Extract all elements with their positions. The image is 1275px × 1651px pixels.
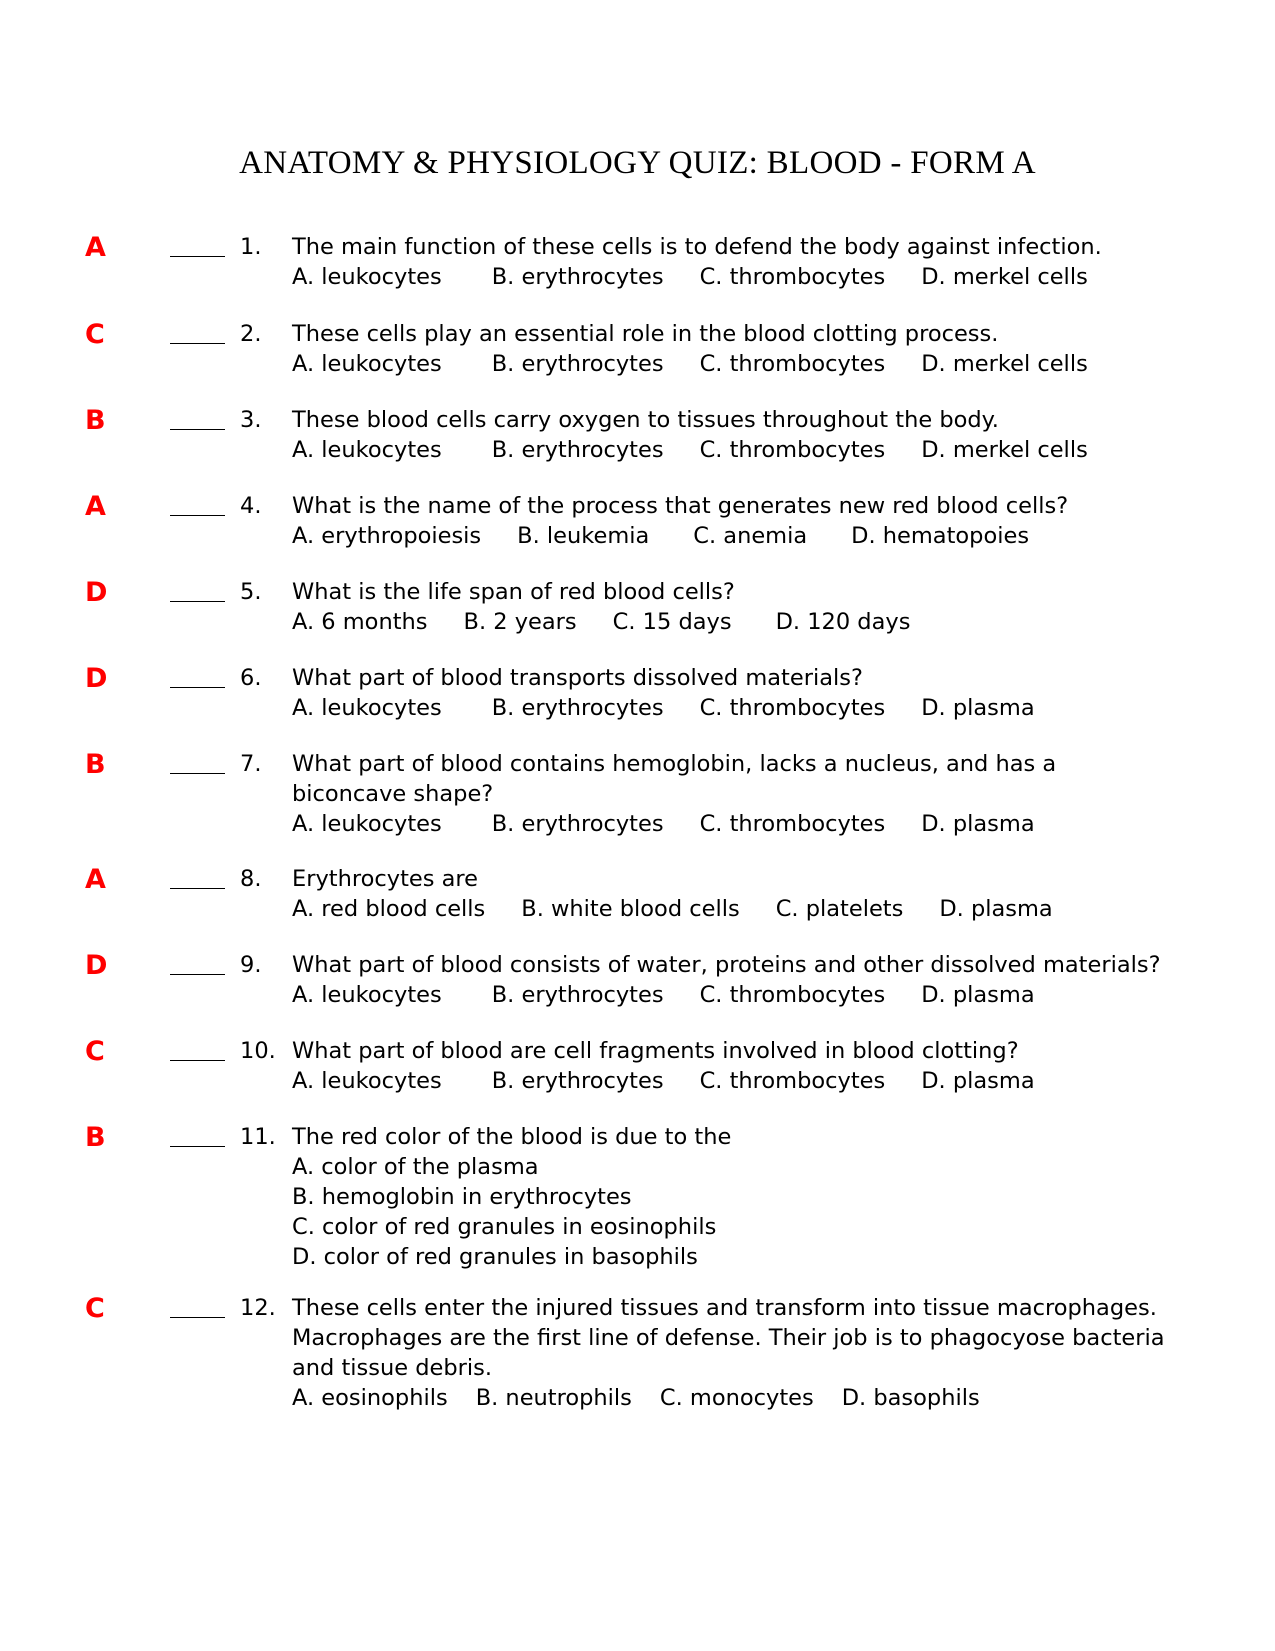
answer-choice: D. plasma: [921, 982, 1035, 1008]
answer-key-letter: B: [85, 405, 106, 436]
question-body: [292, 864, 1172, 924]
question-number: 4.: [240, 493, 262, 519]
question-number: 2.: [240, 321, 262, 347]
answer-choice: B. erythrocytes: [491, 437, 664, 463]
question-number: 11.: [240, 1124, 276, 1150]
question-number: 3.: [240, 407, 262, 433]
answer-choice: C. thrombocytes: [699, 811, 886, 837]
answer-blank-line[interactable]: [170, 343, 225, 344]
answer-blank-line[interactable]: [170, 429, 225, 430]
question-number: 6.: [240, 665, 262, 691]
answer-choice: B. erythrocytes: [491, 264, 664, 290]
answer-choice: B. erythrocytes: [491, 695, 664, 721]
question-body: [292, 319, 1172, 379]
answer-choice: D. 120 days: [775, 609, 911, 635]
answer-choice: C. monocytes: [659, 1385, 814, 1411]
question-number: 7.: [240, 751, 262, 777]
answer-choice: A. leukocytes: [292, 695, 442, 721]
question-stem: The main function of these cells is to defend the body against infection.: [292, 234, 1102, 260]
answer-choice: B. erythrocytes: [491, 351, 664, 377]
answer-choice: D. plasma: [939, 896, 1053, 922]
answer-choices: [292, 693, 1172, 723]
question-number: 9.: [240, 952, 262, 978]
answer-choice: A. 6 months: [292, 609, 428, 635]
answer-key-letter: D: [85, 950, 108, 981]
answer-choice: A. red blood cells: [292, 896, 486, 922]
answer-choice: D. merkel cells: [921, 264, 1088, 290]
question-number: 12.: [240, 1295, 276, 1321]
question-stem: These blood cells carry oxygen to tissues throughout the body.: [292, 407, 999, 433]
answer-choice: D. merkel cells: [921, 437, 1088, 463]
question-body: [292, 950, 1172, 1010]
answer-choices: [292, 435, 1172, 465]
answer-blank-line[interactable]: [170, 687, 225, 688]
answer-choice: A. leukocytes: [292, 437, 442, 463]
question-stem: What part of blood consists of water, proteins and other dissolved materials?: [292, 952, 1161, 978]
question-body: [292, 1036, 1172, 1096]
answer-choice: A. eosinophils: [292, 1385, 448, 1411]
answer-key-letter: D: [85, 663, 108, 694]
answer-choice: D. color of red granules in basophils: [292, 1244, 698, 1270]
answer-key-letter: D: [85, 577, 108, 608]
question-body: [292, 749, 1172, 839]
question-stem: What part of blood transports dissolved materials?: [292, 665, 863, 691]
answer-choice: D. merkel cells: [921, 351, 1088, 377]
answer-choice: B. hemoglobin in erythrocytes: [292, 1184, 632, 1210]
answer-choice: B. leukemia: [517, 523, 650, 549]
answer-choice: A. erythropoiesis: [292, 523, 482, 549]
question-number: 8.: [240, 866, 262, 892]
answer-choice: C. color of red granules in eosinophils: [292, 1214, 717, 1240]
answer-key-letter: A: [85, 232, 106, 263]
answer-blank-line[interactable]: [170, 773, 225, 774]
answer-choice: D. plasma: [921, 695, 1035, 721]
answer-key-letter: A: [85, 864, 106, 895]
answer-choice: D. plasma: [921, 1068, 1035, 1094]
question-body: [292, 491, 1172, 551]
answer-choice: A. leukocytes: [292, 351, 442, 377]
answer-key-letter: C: [85, 1293, 105, 1324]
page-title: ANATOMY & PHYSIOLOGY QUIZ: BLOOD - FORM A: [239, 145, 1036, 181]
answer-key-letter: C: [85, 1036, 105, 1067]
answer-choice: C. 15 days: [612, 609, 732, 635]
question-body: [292, 663, 1172, 723]
question-stem: What is the life span of red blood cells?: [292, 579, 735, 605]
answer-choices: [292, 894, 1172, 924]
answer-key-letter: B: [85, 1122, 106, 1153]
answer-choice: A. leukocytes: [292, 811, 442, 837]
answer-choice: C. thrombocytes: [699, 982, 886, 1008]
question-number: 1.: [240, 234, 262, 260]
question-body: [292, 577, 1172, 637]
question-body: [292, 1122, 1172, 1272]
answer-blank-line[interactable]: [170, 974, 225, 975]
answer-blank-line[interactable]: [170, 888, 225, 889]
answer-key-letter: B: [85, 749, 106, 780]
question-body: [292, 405, 1172, 465]
answer-blank-line[interactable]: [170, 256, 225, 257]
answer-choice: A. color of the plasma: [292, 1154, 539, 1180]
answer-choices: [292, 1152, 1172, 1272]
answer-choice: C. thrombocytes: [699, 1068, 886, 1094]
question-stem: These cells enter the injured tissues and transform into tissue macrophages. Macrophages are the first line of defense. Their job is to phagocyose bacteria and tissue debris.: [292, 1295, 1165, 1381]
question-stem: Erythrocytes are: [292, 866, 478, 892]
answer-choices: [292, 521, 1172, 551]
answer-choices: [292, 980, 1172, 1010]
answer-choice: D. hematopoies: [851, 523, 1030, 549]
answer-choices: [292, 262, 1172, 292]
answer-choice: C. thrombocytes: [699, 264, 886, 290]
question-stem: These cells play an essential role in the blood clotting process.: [292, 321, 999, 347]
question-stem: What is the name of the process that generates new red blood cells?: [292, 493, 1069, 519]
answer-key-letter: C: [85, 319, 105, 350]
question-stem: The red color of the blood is due to the: [292, 1124, 732, 1150]
answer-choice: A. leukocytes: [292, 1068, 442, 1094]
answer-choice: D. basophils: [841, 1385, 980, 1411]
answer-key-letter: A: [85, 491, 106, 522]
question-body: [292, 1293, 1172, 1413]
question-number: 10.: [240, 1038, 276, 1064]
answer-choice: C. thrombocytes: [699, 437, 886, 463]
answer-choices: [292, 349, 1172, 379]
answer-choice: B. erythrocytes: [491, 1068, 664, 1094]
question-number: 5.: [240, 579, 262, 605]
answer-choices: [292, 1066, 1172, 1096]
answer-blank-line[interactable]: [170, 515, 225, 516]
answer-blank-line[interactable]: [170, 1060, 225, 1061]
answer-choice: C. thrombocytes: [699, 695, 886, 721]
answer-choice: B. neutrophils: [475, 1385, 632, 1411]
answer-choice: C. thrombocytes: [699, 351, 886, 377]
question-stem: What part of blood are cell fragments involved in blood clotting?: [292, 1038, 1019, 1064]
question-stem: What part of blood contains hemoglobin, lacks a nucleus, and has a biconcave shape?: [292, 751, 1057, 807]
answer-choice: B. 2 years: [463, 609, 577, 635]
answer-choice: B. erythrocytes: [491, 982, 664, 1008]
answer-choice: A. leukocytes: [292, 264, 442, 290]
answer-choices: [292, 607, 1172, 637]
answer-blank-line[interactable]: [170, 1146, 225, 1147]
answer-choices: [292, 809, 1172, 839]
answer-blank-line[interactable]: [170, 601, 225, 602]
answer-choice: B. white blood cells: [521, 896, 740, 922]
answer-choice: D. plasma: [921, 811, 1035, 837]
answer-choice: A. leukocytes: [292, 982, 442, 1008]
answer-choice: C. platelets: [775, 896, 904, 922]
answer-choice: C. anemia: [693, 523, 808, 549]
answer-choice: B. erythrocytes: [491, 811, 664, 837]
answer-choices: [292, 1383, 1172, 1413]
answer-blank-line[interactable]: [170, 1317, 225, 1318]
question-body: [292, 232, 1172, 292]
